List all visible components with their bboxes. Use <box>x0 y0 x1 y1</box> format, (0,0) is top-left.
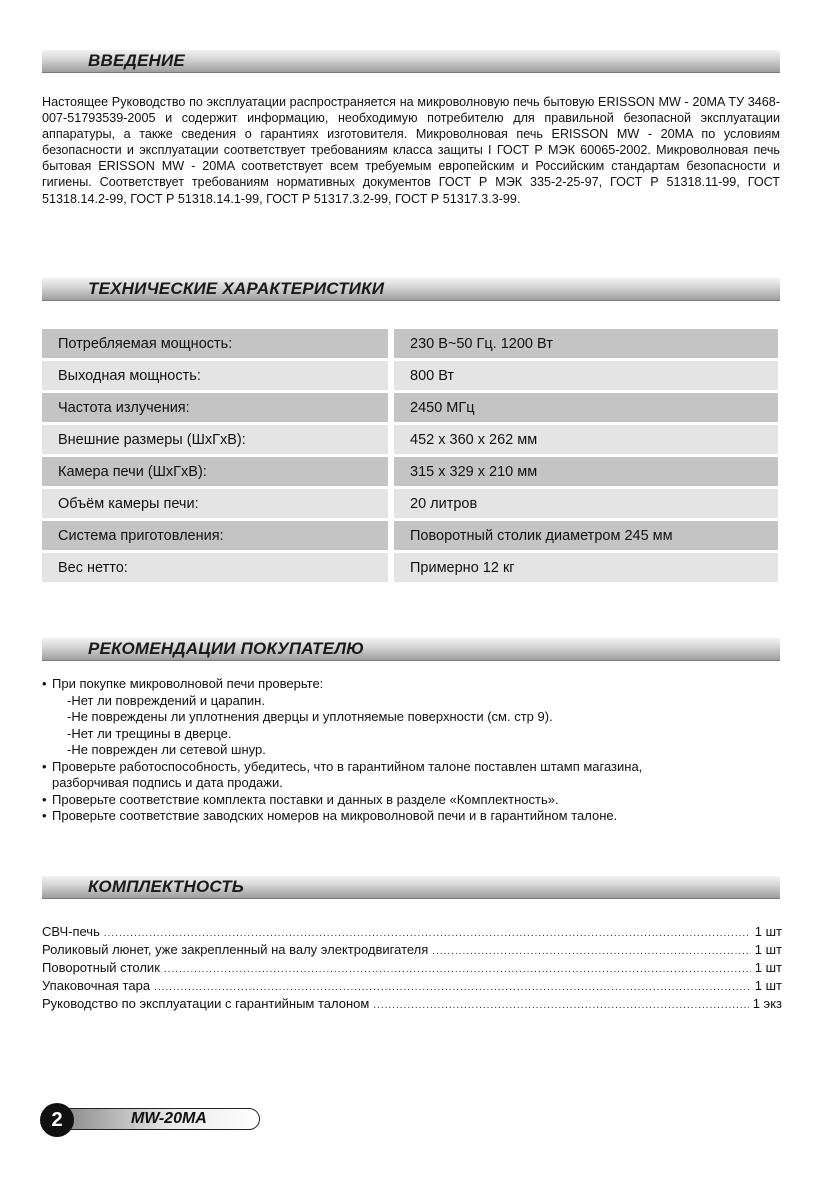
spec-label: Камера печи (ШхГхВ): <box>42 457 388 486</box>
list-item: • Проверьте соответствие комплекта поставки и данных в разделе «Комплектность». <box>42 791 559 807</box>
kit-item-qty: 1 шт <box>754 978 782 993</box>
kit-row <box>42 942 782 960</box>
kit-item-name: СВЧ-печь <box>42 924 100 939</box>
section-title: КОМПЛЕКТНОСТЬ <box>88 877 245 896</box>
spec-row <box>42 393 778 422</box>
kit-item-qty: 1 экз <box>752 996 782 1011</box>
kit-row <box>42 960 782 978</box>
bullet-icon: • <box>42 758 47 774</box>
spec-value: 2450 МГц <box>394 393 778 422</box>
kit-row <box>42 978 782 996</box>
list-subitem: -Не повреждены ли уплотнения дверцы и уплотняемые поверхности (см. стр 9). <box>67 709 553 724</box>
kit-item-qty: 1 шт <box>754 942 782 957</box>
list-subitem: -Нет ли повреждений и царапин. <box>67 692 265 708</box>
bullet-icon: • <box>42 791 47 807</box>
kit-item-name: Роликовый люнет, уже закрепленный на валу электродвигателя <box>42 942 429 957</box>
model-badge <box>62 1108 260 1130</box>
intro-text-block <box>42 94 780 207</box>
model-name: MW-20MA <box>131 1110 207 1127</box>
kit-item-name: Поворотный столик <box>42 960 160 975</box>
section-title: ВВЕДЕНИЕ <box>88 51 185 70</box>
spec-value: 230 В~50 Гц. 1200 Вт <box>394 329 778 358</box>
kit-list <box>42 924 782 1014</box>
spec-row <box>42 329 778 358</box>
spec-value: 20 литров <box>394 489 778 518</box>
spec-label: Выходная мощность: <box>42 361 388 390</box>
list-item: • Проверьте работоспособность, убедитесь, что в гарантийном талоне поставлен штамп магазина, <box>42 758 643 774</box>
section-header-recommendations <box>42 638 780 661</box>
spec-label: Объём камеры печи: <box>42 489 388 518</box>
kit-item-name: Руководство по эксплуатации с гарантийным талоном <box>42 996 370 1011</box>
dot-leader <box>164 962 751 978</box>
section-header-specs <box>42 278 780 301</box>
spec-label: Вес нетто: <box>42 553 388 582</box>
spec-label: Частота излучения: <box>42 393 388 422</box>
dot-leader <box>432 944 750 960</box>
list-subitem: -Нет ли трещины в дверце. <box>67 725 232 741</box>
specs-table <box>42 326 778 585</box>
kit-item-qty: 1 шт <box>754 924 782 939</box>
kit-item-qty: 1 шт <box>754 960 782 975</box>
section-header-kit <box>42 876 780 899</box>
bullet-icon: • <box>42 808 47 823</box>
spec-value: Поворотный столик диаметром 245 мм <box>394 521 778 550</box>
section-title: РЕКОМЕНДАЦИИ ПОКУПАТЕЛЮ <box>88 639 365 658</box>
kit-item-name: Упаковочная тара <box>42 978 151 993</box>
spec-label: Потребляемая мощность: <box>42 329 388 358</box>
spec-value: 800 Вт <box>394 361 778 390</box>
dot-leader <box>373 998 748 1014</box>
intro-paragraph: Настоящее Руководство по эксплуатации распространяется на микроволновую печь бытовую ERISSON MW - 20MA ТУ 3468-007-51793539-2005 и содержит информацию, необходимую потребителю для правильной безопасной эксплуатации аппаратуры, а также сведения о гарантиях изготовителя. Микроволновая печь ERISSON MW - 20MA по условиям безопасности и эксплуатации соответствует требованиям класса защиты I ГОСТ Р МЭК 60065-2002. Микроволновая печь бытовая ERISSON MW - 20MA соответствует всем требуемым европейским и Российским стандартам безопасности и гигиены. Соответствует требованиям нормативных документов ГОСТ Р МЭК 335-2-25-97, ГОСТ Р 51318.11-99, ГОСТ 51318.14.2-99, ГОСТ Р 51318.14.1-99, ГОСТ Р 51317.3.2-99, ГОСТ Р 51317.3.3-99. <box>42 95 780 206</box>
spec-value: Примерно 12 кг <box>394 553 778 582</box>
spec-row <box>42 489 778 518</box>
spec-row <box>42 457 778 486</box>
dot-leader <box>154 980 751 996</box>
bullet-icon: • <box>42 676 47 691</box>
spec-row <box>42 521 778 550</box>
list-item: • При покупке микроволновой печи проверьте: <box>42 676 324 691</box>
section-header-intro <box>42 50 780 73</box>
kit-row <box>42 924 782 942</box>
recommendations-list <box>42 676 782 825</box>
spec-row <box>42 425 778 454</box>
spec-label: Внешние размеры (ШхГхВ): <box>42 425 388 454</box>
list-item: • Проверьте соответствие заводских номеров на микроволновой печи и в гарантийном талоне. <box>42 808 618 823</box>
page-footer <box>40 1103 266 1137</box>
spec-row <box>42 553 778 582</box>
spec-row <box>42 361 778 390</box>
dot-leader <box>104 926 751 942</box>
list-item-continuation: разборчивая подпись и дата продажи. <box>52 775 283 790</box>
spec-value: 452 х 360 х 262 мм <box>394 425 778 454</box>
kit-row <box>42 996 782 1014</box>
page-number: 2 <box>40 1103 74 1137</box>
section-title: ТЕХНИЧЕСКИЕ ХАРАКТЕРИСТИКИ <box>88 279 385 298</box>
spec-value: 315 х 329 х 210 мм <box>394 457 778 486</box>
list-subitem: -Не поврежден ли сетевой шнур. <box>67 742 266 757</box>
spec-label: Система приготовления: <box>42 521 388 550</box>
